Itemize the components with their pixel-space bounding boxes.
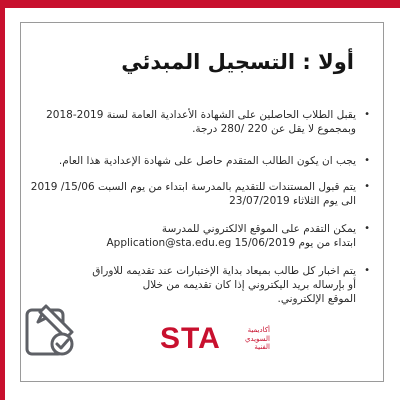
- logo-text: STA: [160, 322, 221, 355]
- item-text: يمكن التقدم على الموقع الالكتروني للمدرسة: [161, 223, 356, 235]
- bullet-icon: •: [364, 109, 370, 120]
- list-item: [46, 108, 370, 136]
- list-item: [50, 154, 370, 168]
- bullet-icon: •: [364, 265, 370, 276]
- list-item: [30, 180, 370, 208]
- logo-line: السويدي: [244, 334, 270, 343]
- sta-logo: [160, 322, 270, 362]
- top-accent-bar: [0, 0, 400, 8]
- page-title: أولا : التسجيل المبدئي: [121, 50, 354, 74]
- edit-document-icon: [22, 300, 80, 360]
- item-text: وبمجموع لا يقل عن 220 /280 درجة.: [192, 123, 356, 135]
- item-text: يقبل الطلاب الحاصلين على الشهادة الأعدادية العامة لسنة 2019-2018: [46, 109, 356, 121]
- bullet-icon: •: [364, 155, 370, 166]
- logo-arabic-name: [228, 326, 270, 352]
- item-text: يتم اخبار كل طالب بميعاد بداية الإختبارات عند تقديمه للاوراق: [92, 265, 356, 277]
- item-text: الى يوم الثلاثاء 23/07/2019: [229, 195, 356, 207]
- logo-line: الفنية: [254, 343, 270, 351]
- item-text: الموقع الإلكتروني.: [277, 293, 356, 305]
- requirements-list: [30, 108, 370, 306]
- item-text: يجب ان يكون الطالب المتقدم حاصل على شهادة الإعدادية هذا العام.: [58, 155, 356, 167]
- logo-line: أكاديمية: [247, 326, 270, 334]
- list-item: [50, 264, 370, 306]
- item-text: يتم قبول المستندات للتقديم بالمدرسة ابتداء من يوم السبت 15/06/ 2019: [30, 181, 356, 193]
- item-text: ابتداء من يوم 15/06/2019 Application@sta.edu.eg: [106, 237, 356, 249]
- left-accent-bar: [0, 8, 5, 400]
- item-text: أو بإرساله بريد اليكتروني إذا كان تقديمه من خلال: [142, 279, 356, 291]
- list-item: [50, 222, 370, 250]
- bullet-icon: •: [364, 223, 370, 234]
- bullet-icon: •: [364, 181, 370, 192]
